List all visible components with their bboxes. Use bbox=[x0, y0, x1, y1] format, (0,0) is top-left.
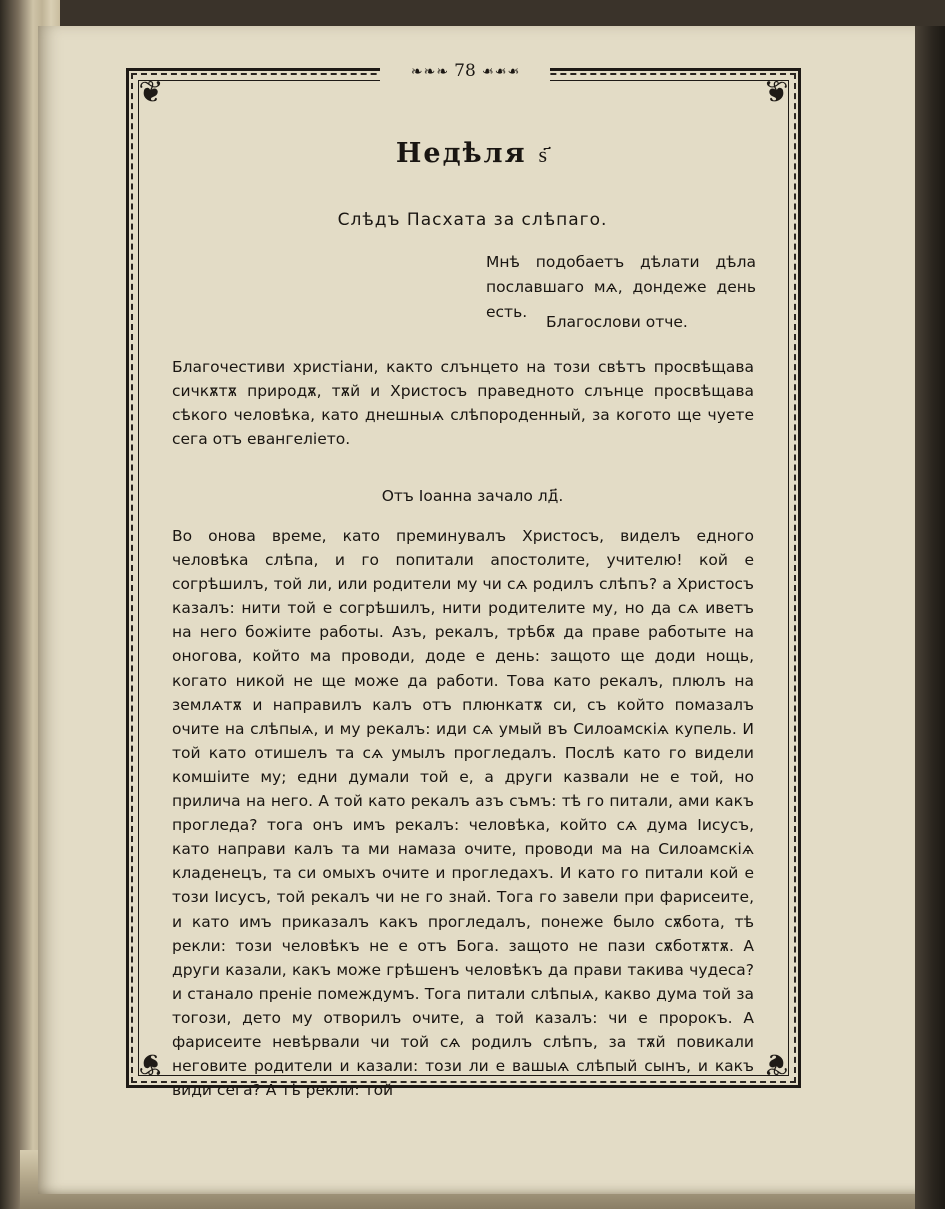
reading-heading: Отъ Іоанна зачало лд҃. bbox=[381, 487, 564, 505]
page-number-block bbox=[380, 56, 550, 86]
introduction-paragraph: Благочестиви христіани, както слънцето на този свѣтъ просвѣщава сичкѫтѫ природѫ, тѫй и Христосъ праведното слънце просвѣщава сѣкого человѣка, като днешныѧ слѣпороденный, за когото ще чуете сега отъ евангеліето. bbox=[172, 358, 754, 448]
corner-flourish-icon: ❦ bbox=[763, 75, 789, 110]
blessing-line: Благослови отче. bbox=[546, 313, 688, 331]
corner-flourish-icon: ❦ bbox=[138, 75, 164, 110]
title-text: Недѣля bbox=[395, 138, 527, 169]
laurel-sprig-icon: ❧❧❧ bbox=[410, 64, 450, 80]
epigraph: Мнѣ подобаетъ дѣлати дѣла пославшаго мѧ, дондеже день есть. bbox=[486, 253, 756, 321]
corner-flourish-icon: ❦ bbox=[138, 1046, 164, 1081]
book-binding-edge bbox=[915, 26, 945, 1209]
laurel-sprig-icon: ❧❧❧ bbox=[480, 64, 520, 80]
section-title bbox=[0, 138, 945, 169]
title-number: ѕ҃ bbox=[538, 143, 550, 168]
corner-flourish-icon: ❦ bbox=[763, 1046, 789, 1081]
section-subtitle: Слѣдъ Пасхата за слѣпаго. bbox=[337, 210, 608, 230]
page-number: 78 bbox=[454, 61, 476, 81]
gospel-text: Во онова време, като преминувалъ Христосъ, виделъ едного человѣка слѣпа, и го попитали апостолите, учителю! кой е согрѣшилъ, той ли, или родители му чи сѧ родилъ слѣпъ? а Христосъ казалъ: нити той е согрѣшилъ, нити родителите му, но да сѧ иветъ на него божіите работы. Азъ, рекалъ, трѣбѫ да праве работыте на оногова, който ма проводи, доде е день: защото ще доди нощь, когато никой не ще може да работи. Това като рекалъ, плюлъ на землѧтѫ и направилъ калъ отъ плюнкатѫ си, съ който помазалъ очите на слѣпыѧ, и му рекалъ: иди сѧ умый въ Силоамскіѧ купель. И той като отишелъ та сѧ умылъ прогледалъ. Послѣ като го видели комшіите му; едни думали той е, а други казвали не е той, но прилича на него. А той като рекалъ азъ съмъ: тѣ го питали, ами какъ прогледа? тога онъ имъ рекалъ: человѣка, който сѧ дума Іисусъ, като направи калъ та ми намаза очите, проводи ма на Силоамскіѧ кладенецъ, та си омыхъ очите и прогледахъ. И като го питали кой е този Іисусъ, той рекалъ чи не го знай. Тога го завели при фарисеите, и като имъ приказалъ какъ прогледалъ, понеже было сѫбота, тѣ рекли: този человѣкъ не е отъ Бога. защото не пази сѫботѫтѫ. А други казали, какъ може грѣшенъ человѣкъ да прави такива чудеса? и станало преніе помеждумъ. Тога питали слѣпыѧ, какво дума той за тогози, дето му отворилъ очите, а той казалъ: чи е пророкъ. А фарисеите невѣрвали чи той сѧ родилъ слѣпъ, за тѫй повикали неговите родители и казали: този ли е вашыѧ слѣпый сынъ, и какъ види сега? А тѣ рекли: той bbox=[172, 527, 754, 1100]
